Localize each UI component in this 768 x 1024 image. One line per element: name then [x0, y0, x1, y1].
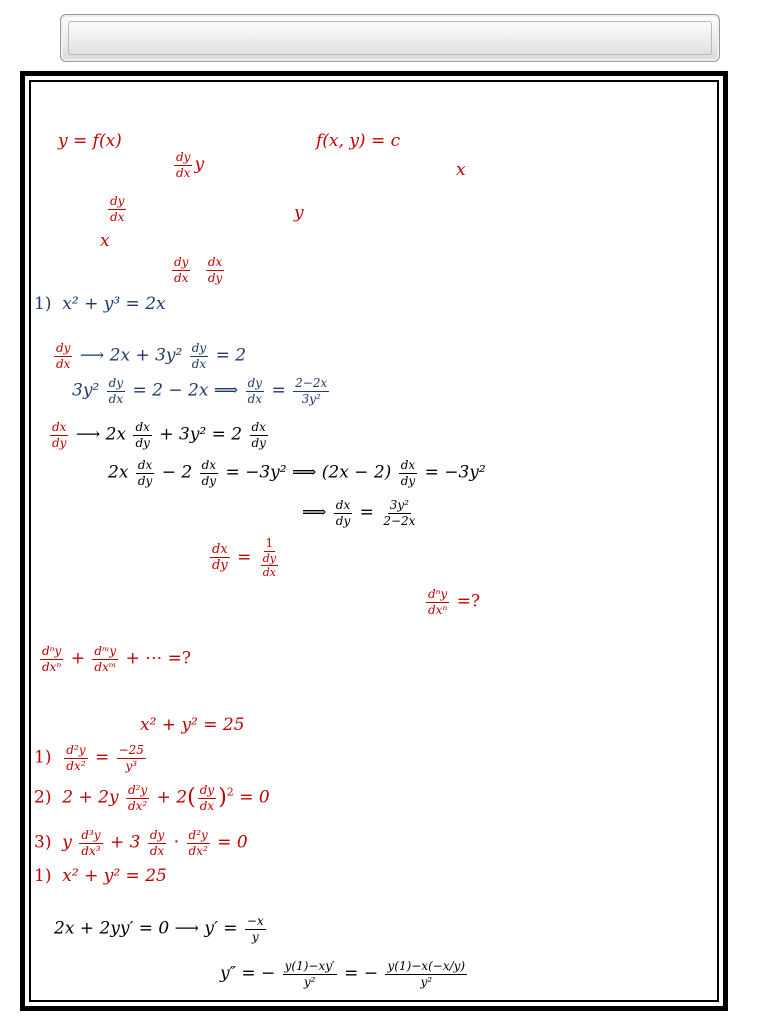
den: dx² [127, 798, 148, 813]
var-y: y [194, 154, 205, 175]
den: dx [174, 270, 189, 285]
text: ⟹ [302, 502, 332, 523]
text: y [62, 832, 72, 853]
text: ⟶ 2x [75, 424, 132, 445]
eq-explicit: y = f(x) [58, 131, 122, 151]
circle-equation: x² + y² = 25 [140, 715, 245, 735]
num: dy [191, 341, 207, 355]
num: dy [110, 194, 125, 208]
den: dxᵐ [94, 659, 117, 674]
step-3-dxdy [48, 421, 270, 449]
frac-dxdy [206, 256, 224, 284]
solution-first-derivative [54, 915, 268, 943]
text: 2x + 2yy′ = 0 ⟶ y′ = [54, 918, 243, 939]
text: = −3y² ⟹ (2x − 2) [225, 462, 397, 483]
circle-item-1 [34, 744, 148, 772]
den: dy [212, 558, 228, 574]
num: dx [135, 420, 150, 434]
frac-dxdy [250, 421, 268, 449]
frac-dydx [261, 553, 278, 579]
den: dx² [188, 843, 208, 858]
num: 3y² [389, 498, 409, 512]
text: = − [344, 963, 379, 984]
exponent-2: 2 [226, 785, 234, 799]
frac-d2y [64, 744, 87, 772]
intro-dydx-dxdy [170, 256, 226, 284]
num: dx [212, 541, 228, 557]
text: 3y² [72, 380, 105, 401]
frac-dny-dxn [40, 645, 63, 673]
den: dx [191, 356, 207, 371]
num: d³y [81, 828, 101, 842]
item-number: 3) [34, 832, 52, 853]
num: d²y [66, 743, 86, 757]
den: dy [137, 473, 153, 488]
page-frame-inner [29, 80, 719, 1002]
frac-dydx [107, 377, 125, 405]
item-number: 1) [34, 294, 52, 314]
den: dx [247, 391, 263, 406]
text: + ⋯ =? [125, 648, 192, 669]
num: 2−2x [295, 376, 328, 390]
step-5-result [302, 499, 419, 527]
den: y [251, 929, 259, 944]
num: dx [201, 458, 217, 472]
frac-dxdy [334, 499, 352, 527]
den: dy [335, 513, 351, 528]
text: + 3 [109, 832, 141, 853]
text: =? [456, 591, 481, 612]
header-bar [60, 14, 720, 62]
frac-result [293, 377, 329, 405]
frac-dxdy [133, 421, 151, 449]
frac-d3y [79, 829, 102, 857]
paren-open: ( [187, 785, 196, 811]
var-x-1: x [456, 160, 466, 180]
text: · [173, 832, 180, 853]
frac-result [381, 499, 417, 527]
step-2-solve-dydx [72, 377, 331, 405]
circle-item-2 [34, 784, 270, 812]
frac-d2y [126, 784, 149, 812]
num: dy [108, 376, 124, 390]
var-x-2: x [100, 231, 110, 251]
num: dx [251, 420, 266, 434]
step-4-collect [108, 459, 486, 487]
item-number: 2) [34, 787, 52, 808]
frac-dydx [172, 256, 190, 284]
den: y² [303, 974, 316, 989]
num: dx [335, 498, 351, 512]
text: 2x [108, 462, 134, 483]
num: dy [176, 150, 191, 164]
text: = 0 [239, 787, 270, 808]
den: dxⁿ [42, 659, 62, 674]
item-number: 1) [34, 866, 52, 886]
frac-dydx [108, 195, 126, 223]
den: y³ [125, 758, 138, 773]
num: −25 [118, 743, 144, 757]
circle-item-3 [34, 829, 248, 857]
den: 2−2x [383, 513, 416, 528]
text: + [70, 648, 85, 669]
frac-dxdy [50, 421, 68, 449]
example-1-equation [34, 296, 166, 313]
step-1-dydx [52, 342, 246, 370]
num: −x [246, 914, 264, 928]
frac-d2y [187, 829, 210, 857]
num: dy [56, 341, 71, 355]
eq-implicit: f(x, y) = c [316, 131, 401, 151]
num: dy [149, 828, 165, 842]
num: dx [137, 458, 153, 472]
frac-result [245, 915, 266, 943]
num: d²y [188, 828, 208, 842]
intro-dydx-y [172, 151, 204, 179]
frac-dxdy [399, 459, 417, 487]
sum-derivatives [38, 645, 191, 673]
header-inner-frame [68, 21, 712, 55]
frac-dydx [198, 784, 216, 812]
num: 1 [265, 536, 274, 550]
text: = 2 [215, 345, 247, 366]
num: dx [207, 255, 223, 269]
text: = [237, 547, 257, 568]
item-number: 1) [34, 747, 52, 768]
den: dy [52, 435, 67, 450]
frac-dxdy [136, 459, 154, 487]
text: = [94, 747, 110, 768]
num: dy [174, 255, 189, 269]
text: − 2 [161, 462, 198, 483]
text: = 2 − 2x ⟹ [132, 380, 244, 401]
text: + 2 [156, 787, 188, 808]
num: dy [199, 783, 215, 797]
den: dx [149, 843, 165, 858]
den: dx [56, 356, 71, 371]
text: ⟶ 2x + 3y² [79, 345, 188, 366]
den: dx [176, 165, 191, 180]
frac-substituted [385, 960, 467, 988]
num: y(1)−xy′ [284, 959, 335, 973]
den: dx [199, 798, 215, 813]
intro-dydx-2 [106, 195, 128, 223]
den: dx² [66, 758, 86, 773]
den: 3y² [301, 391, 321, 406]
den: dy [135, 435, 150, 450]
num: dx [400, 458, 416, 472]
frac-dydx [190, 342, 208, 370]
text: 2 + 2y [62, 787, 119, 808]
den: dxⁿ [428, 602, 448, 617]
frac-dxdy [210, 543, 230, 573]
frac-dydx [174, 151, 192, 179]
higher-derivative [424, 588, 480, 616]
var-y-2: y [294, 203, 304, 223]
den: dx³ [81, 843, 101, 858]
num: dx [52, 420, 67, 434]
den: dy [251, 435, 266, 450]
solution-item-1 [34, 868, 167, 885]
frac-inverse [259, 537, 280, 579]
equation-text: x² + y² = 25 [62, 866, 167, 886]
text: = [359, 502, 380, 523]
num: y(1)−x(−x/y) [387, 959, 466, 973]
num: dⁿy [42, 644, 62, 658]
frac-dydx [246, 377, 264, 405]
frac-dydx [54, 342, 72, 370]
text: = 0 [217, 832, 248, 853]
num: dᵐy [94, 644, 117, 658]
frac-dxdy [200, 459, 218, 487]
frac-dny-dxn [426, 588, 449, 616]
num: d²y [127, 783, 148, 797]
text: = [271, 380, 292, 401]
paren-close: ) [218, 785, 227, 811]
den: dx [110, 209, 125, 224]
frac-result [117, 744, 146, 772]
frac-quotient [283, 960, 337, 988]
equation-text: x² + y³ = 2x [62, 294, 166, 314]
text: = −3y² [424, 462, 486, 483]
den: y² [420, 974, 433, 989]
den: dx [108, 391, 124, 406]
den: dy [207, 270, 223, 285]
num: dⁿy [428, 587, 448, 601]
num: dy [262, 551, 276, 565]
solution-second-derivative [220, 960, 469, 988]
frac-dydx [148, 829, 166, 857]
den: dy [400, 473, 416, 488]
den: dx [262, 566, 276, 580]
frac-dmy-dxm [92, 645, 118, 673]
num: dy [247, 376, 263, 390]
text: + 3y² = 2 [159, 424, 248, 445]
inverse-rule [208, 537, 282, 579]
text: y″ = − [220, 963, 276, 984]
den: dy [201, 473, 217, 488]
